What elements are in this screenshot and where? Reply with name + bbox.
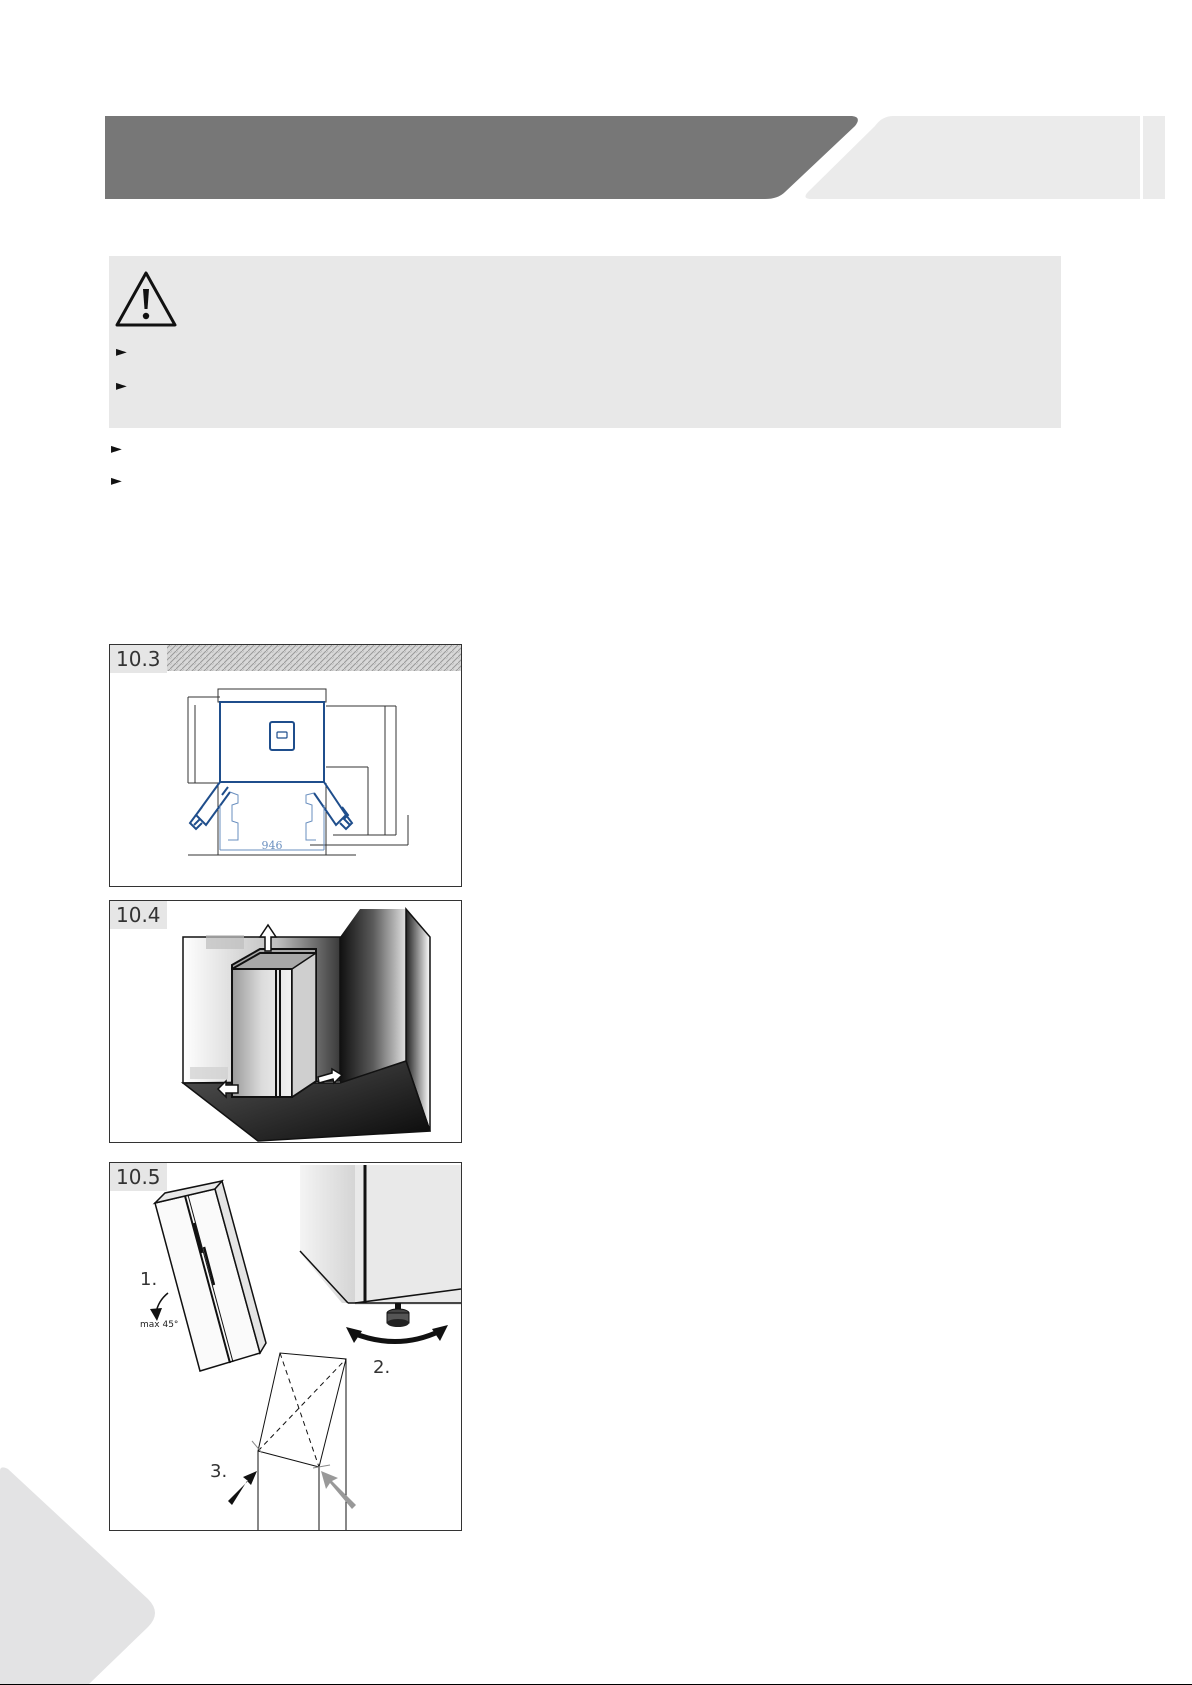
dimension-946: 946 — [261, 839, 283, 852]
body-bullet-1: ► — [111, 441, 122, 457]
figure-label: 10.3 — [110, 645, 167, 673]
tilted-fridge — [155, 1181, 266, 1371]
header-edge-tab — [1143, 116, 1165, 199]
figure-label: 10.5 — [110, 1163, 167, 1191]
step-1-label: 1. — [140, 1269, 158, 1290]
levelling-foot-scene — [300, 1165, 461, 1327]
black-arrow — [228, 1471, 257, 1505]
header-banner — [0, 0, 1192, 210]
step-2-label: 2. — [373, 1357, 391, 1378]
step-1-note: max 45° — [140, 1320, 179, 1330]
warning-box — [109, 256, 1061, 428]
fridge-body-plan — [220, 702, 324, 782]
gray-arrow — [321, 1471, 356, 1509]
header-light-tab — [805, 116, 1140, 199]
installation-plan-drawing — [110, 645, 461, 886]
door-alignment — [252, 1353, 346, 1530]
figure-10-3 — [109, 644, 462, 887]
figure-10-4 — [109, 900, 462, 1143]
header-dark-tab — [105, 116, 858, 199]
right-door-swing — [314, 782, 350, 825]
room-clearance-drawing — [110, 901, 461, 1142]
left-door-swing — [194, 782, 230, 825]
warning-triangle-icon — [113, 269, 179, 330]
warning-bullet-1: ► — [116, 344, 127, 360]
rotate-arrow — [353, 1331, 440, 1342]
wall-hatch — [165, 645, 461, 671]
warning-bullet-2: ► — [116, 378, 127, 394]
figure-label: 10.4 — [110, 901, 167, 929]
body-bullet-2: ► — [111, 473, 122, 489]
corner-decoration — [0, 1465, 170, 1685]
step-3-label: 3. — [210, 1461, 228, 1482]
fridge-in-niche — [232, 949, 316, 1097]
